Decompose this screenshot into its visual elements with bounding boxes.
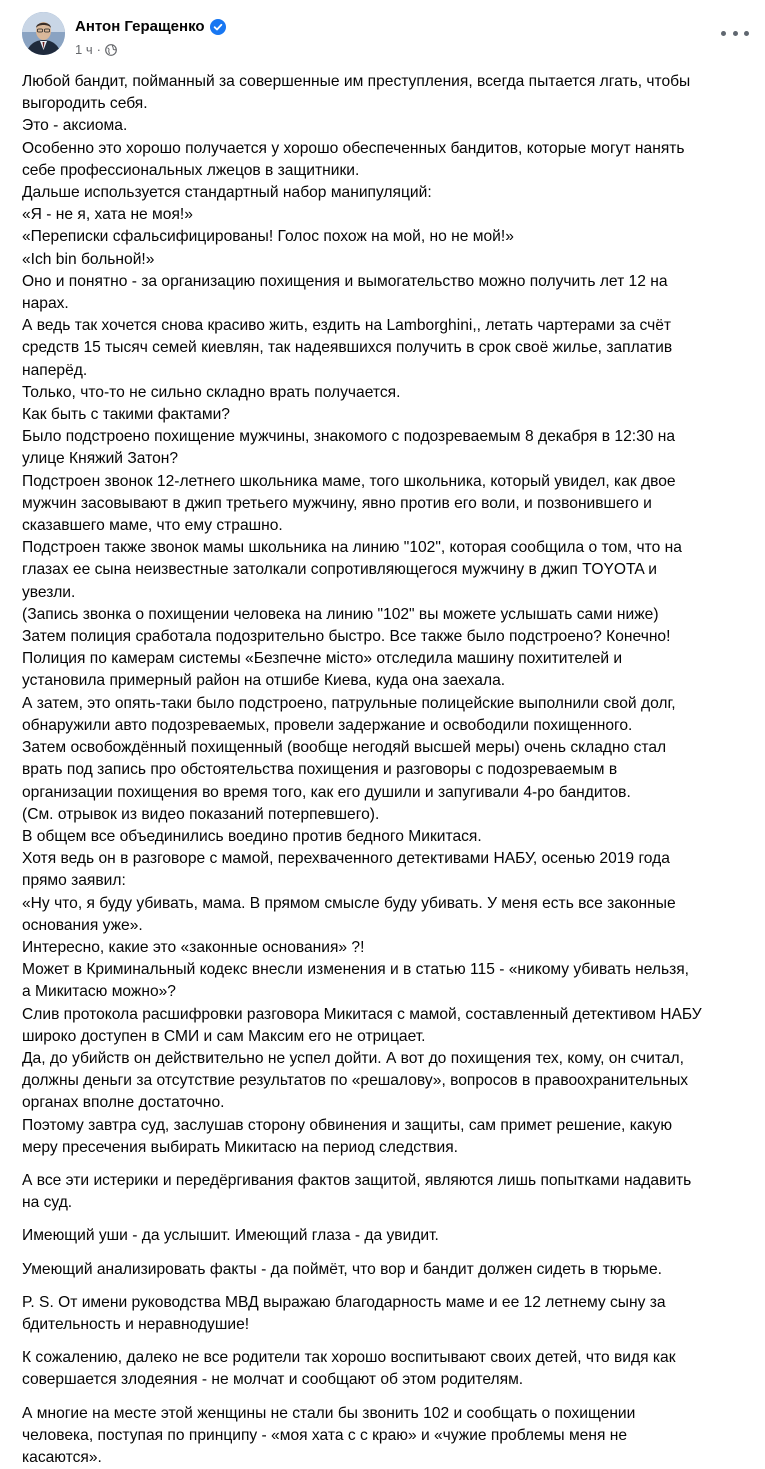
post-text-line: Как быть с такими фактами?: [22, 406, 230, 424]
post-text-line: А многие на месте этой женщины не стали бы звонить 102 и сообщать о похищении: [22, 1404, 636, 1422]
post-text-line: А ведь так хочется снова красиво жить, ездить на Lamborghini,, летать чартерами за счёт: [22, 317, 672, 335]
post-text-line: мужчин засовывают в джип третьего мужчину, явно против его воли, и позвонившего и: [22, 494, 652, 512]
post-text-line: Интересно, какие это «законные основания» ?!: [22, 938, 365, 956]
post-text-line: наперёд.: [22, 361, 88, 379]
post-text-line: Затем освобождённый похищенный (вообще негодяй высшей меры) очень складно стал: [22, 739, 667, 757]
post-text-line: прямо заявил:: [22, 872, 126, 890]
post-text-line: К сожалению, далеко не все родители так хорошо воспитывают своих детей, что видя как: [22, 1349, 676, 1367]
post-text-line: Подстроен также звонок мамы школьника на линию "102", которая сообщила о том, что на: [22, 539, 682, 557]
post-text-line: Может в Криминальный кодекс внесли изменения и в статью 115 - «никому убивать нельзя,: [22, 961, 689, 979]
author-row: [75, 18, 226, 35]
post-text-line: (См. отрывок из видео показаний потерпевшего).: [22, 805, 380, 823]
author-name[interactable]: Антон Геращенко: [75, 18, 205, 35]
paragraph-gap: [22, 1248, 742, 1259]
post-text-line: органах вполне достаточно.: [22, 1094, 225, 1112]
post-header: [22, 12, 749, 62]
post-text-line: Слив протокола расшифровки разговора Микитася с мамой, составленный детективом НАБУ: [22, 1005, 702, 1023]
post-text-line: Затем полиция сработала подозрительно быстро. Все также было подстроено? Конечно!: [22, 628, 671, 646]
post-text-line: а Микитасю можно»?: [22, 983, 176, 1001]
paragraph-gap: [22, 1392, 742, 1403]
paragraph-gap: [22, 1214, 742, 1225]
more-options-button[interactable]: [721, 26, 749, 40]
post-text-line: основания уже».: [22, 916, 143, 934]
post-text-line: В общем все объединились воедино против бедного Микитася.: [22, 827, 482, 845]
post-text-line: Хотя ведь он в разговоре с мамой, перехваченного детективами НАБУ, осенью 2019 года: [22, 850, 670, 868]
post-text-line: сказавшего маме, что ему страшно.: [22, 517, 283, 535]
post-text-line: Особенно это хорошо получается у хорошо обеспеченных бандитов, которые могут нанять: [22, 139, 685, 157]
post-text-line: Да, до убийств он действительно не успел дойти. А вот до похищения тех, кому, он считал,: [22, 1049, 684, 1067]
more-options-icon-dot: [744, 31, 749, 36]
post-paragraph: [22, 71, 742, 1159]
post-text-line: широко доступен в СМИ и сам Максим его не отрицает.: [22, 1027, 426, 1045]
post-text: [22, 71, 742, 1469]
post-meta: [75, 42, 117, 57]
post-text-line: увезли.: [22, 583, 76, 601]
post-text-line: «Переписки сфальсифицированы! Голос похож на мой, но не мой!»: [22, 228, 514, 246]
post-text-line: Поэтому завтра суд, заслушав сторону обвинения и защиты, сам примет решение, какую: [22, 1116, 673, 1134]
post-text-line: Полиция по камерам системы «Безпечне місто» отследила машину похитителей и: [22, 650, 623, 668]
post-text-line: P. S. От имени руководства МВД выражаю благодарность маме и ее 12 летнему сыну за: [22, 1293, 666, 1311]
globe-icon[interactable]: [105, 44, 117, 56]
post-text-line: Умеющий анализировать факты - да поймёт, что вор и бандит должен сидеть в тюрьме.: [22, 1260, 662, 1278]
post-text-line: Дальше используется стандартный набор манипуляций:: [22, 184, 432, 202]
post-text-line: «Я - не я, хата не моя!»: [22, 206, 193, 224]
post-text-line: «Ich bin больной!»: [22, 250, 155, 268]
post-text-line: нарах.: [22, 295, 69, 313]
post-text-line: организации похищения во время того, как его душили и запугивали 4-ро бандитов.: [22, 783, 631, 801]
post-paragraph: [22, 1225, 742, 1247]
post-text-line: обнаружили авто подозреваемых, провели задержание и освободили похищенного.: [22, 716, 633, 734]
post-text-line: должны деньги за отсутствие результатов по «решалову», вопросов в правоохранительных: [22, 1072, 689, 1090]
post-text-line: «Ну что, я буду убивать, мама. В прямом смысле буду убивать. У меня есть все законные: [22, 894, 676, 912]
post-text-line: (Запись звонка о похищении человека на линию "102" вы можете услышать сами ниже): [22, 605, 659, 623]
post-paragraph: [22, 1403, 742, 1469]
post-text-line: врать под запись про обстоятельства похищения и разговоры с подозреваемым в: [22, 761, 618, 779]
post-text-line: меру пресечения выбирать Микитасю на период следствия.: [22, 1138, 458, 1156]
post-text-line: Любой бандит, пойманный за совершенные им преступления, всегда пытается лгать, чтобы: [22, 73, 691, 90]
post-text-line: глазах ее сына неизвестные затолкали сопротивляющегося мужчину в джип TOYOTA и: [22, 561, 657, 579]
post-text-line: Было подстроено похищение мужчины, знакомого с подозреваемым 8 декабря в 12:30 на: [22, 428, 676, 446]
post-text-line: себе профессиональных лжецов в защитники.: [22, 161, 360, 179]
more-options-icon-dot: [733, 31, 738, 36]
post-text-line: установила примерный район на отшибе Киева, куда она заехала.: [22, 672, 506, 690]
post-text-line: выгородить себя.: [22, 95, 148, 113]
post-text-line: улице Княжий Затон?: [22, 450, 179, 468]
post-text-line: касаются».: [22, 1448, 102, 1466]
post-paragraph: [22, 1292, 742, 1336]
verified-badge-icon: [210, 19, 226, 35]
post-time[interactable]: 1 ч: [75, 42, 93, 57]
post-text-line: Имеющий уши - да услышит. Имеющий глаза - да увидит.: [22, 1227, 439, 1245]
more-options-icon-dot: [721, 31, 726, 36]
post-text-line: Это - аксиома.: [22, 117, 128, 135]
paragraph-gap: [22, 1159, 742, 1170]
post-text-line: Подстроен звонок 12-летнего школьника маме, того школьника, который увидел, как двое: [22, 472, 676, 490]
post-text-line: средств 15 тысяч семей киевлян, так надеявшихся получить в срок своё жилье, заплатив: [22, 339, 673, 357]
post-paragraph: [22, 1259, 742, 1281]
post-paragraph: [22, 1170, 742, 1214]
post-paragraph: [22, 1347, 742, 1391]
post-text-line: Только, что-то не сильно складно врать получается.: [22, 383, 401, 401]
avatar-portrait: [22, 12, 65, 55]
post-text-line: А все эти истерики и передёргивания фактов защитой, являются лишь попытками надавить: [22, 1171, 692, 1189]
post-text-line: совершается злодеяния - не молчат и сообщают об этом родителям.: [22, 1371, 524, 1389]
avatar[interactable]: [22, 12, 65, 55]
meta-separator: ·: [96, 42, 101, 57]
post-text-line: Оно и понятно - за организацию похищения и вымогательство можно получить лет 12 на: [22, 272, 668, 290]
paragraph-gap: [22, 1281, 742, 1292]
paragraph-gap: [22, 1336, 742, 1347]
post-text-line: А затем, это опять-таки было подстроено, патрульные полицейские выполнили свой долг,: [22, 694, 676, 712]
post-text-line: бдительность и неравнодушие!: [22, 1315, 250, 1333]
post-text-line: человека, поступая по принципу - «моя хата с с краю» и «чужие проблемы меня не: [22, 1426, 628, 1444]
post-text-line: на суд.: [22, 1194, 73, 1212]
